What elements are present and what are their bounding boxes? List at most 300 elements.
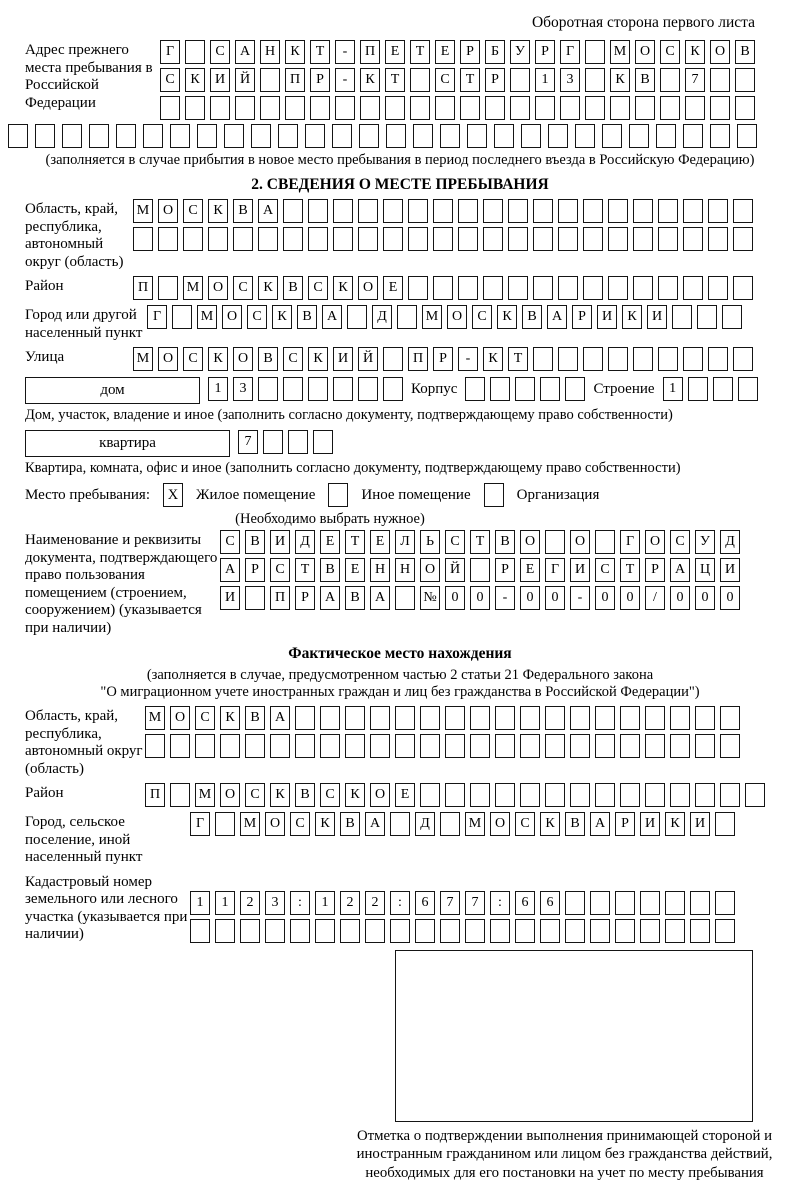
- char-cell[interactable]: 0: [695, 586, 715, 610]
- char-cell[interactable]: [495, 734, 515, 758]
- char-cell[interactable]: [220, 734, 240, 758]
- char-cell[interactable]: Г: [560, 40, 580, 64]
- char-cell[interactable]: [510, 96, 530, 120]
- char-cell[interactable]: 2: [340, 891, 360, 915]
- char-cell[interactable]: [465, 377, 485, 401]
- char-cell[interactable]: [413, 124, 433, 148]
- char-cell[interactable]: [515, 919, 535, 943]
- char-cell[interactable]: [345, 706, 365, 730]
- char-cell[interactable]: -: [458, 347, 478, 371]
- char-cell[interactable]: Е: [435, 40, 455, 64]
- char-cell[interactable]: В: [522, 305, 542, 329]
- char-cell[interactable]: [733, 347, 753, 371]
- char-cell[interactable]: [610, 96, 630, 120]
- char-cell[interactable]: [295, 706, 315, 730]
- char-cell[interactable]: [360, 96, 380, 120]
- char-cell[interactable]: [585, 96, 605, 120]
- char-cell[interactable]: Д: [415, 812, 435, 836]
- char-cell[interactable]: [494, 124, 514, 148]
- char-cell[interactable]: М: [240, 812, 260, 836]
- char-cell[interactable]: О: [490, 812, 510, 836]
- char-cell[interactable]: [358, 377, 378, 401]
- char-cell[interactable]: [633, 227, 653, 251]
- char-cell[interactable]: В: [233, 199, 253, 223]
- char-cell[interactable]: Д: [372, 305, 392, 329]
- char-cell[interactable]: [333, 227, 353, 251]
- char-cell[interactable]: Д: [295, 530, 315, 554]
- char-cell[interactable]: [308, 199, 328, 223]
- char-cell[interactable]: [470, 706, 490, 730]
- char-cell[interactable]: О: [170, 706, 190, 730]
- char-cell[interactable]: [483, 199, 503, 223]
- char-cell[interactable]: Р: [460, 40, 480, 64]
- char-cell[interactable]: [535, 96, 555, 120]
- char-cell[interactable]: Е: [345, 558, 365, 582]
- char-cell[interactable]: [258, 377, 278, 401]
- char-cell[interactable]: [710, 96, 730, 120]
- checkbox-residential[interactable]: X: [163, 483, 183, 507]
- char-cell[interactable]: [658, 347, 678, 371]
- char-cell[interactable]: [540, 377, 560, 401]
- char-cell[interactable]: Й: [358, 347, 378, 371]
- char-cell[interactable]: А: [322, 305, 342, 329]
- char-cell[interactable]: 2: [365, 891, 385, 915]
- char-cell[interactable]: [495, 783, 515, 807]
- char-cell[interactable]: Л: [395, 530, 415, 554]
- char-cell[interactable]: К: [622, 305, 642, 329]
- char-cell[interactable]: Р: [535, 40, 555, 64]
- char-cell[interactable]: [483, 276, 503, 300]
- char-cell[interactable]: [708, 199, 728, 223]
- char-cell[interactable]: [490, 377, 510, 401]
- char-cell[interactable]: Р: [433, 347, 453, 371]
- char-cell[interactable]: [683, 227, 703, 251]
- char-cell[interactable]: О: [447, 305, 467, 329]
- char-cell[interactable]: Б: [485, 40, 505, 64]
- char-cell[interactable]: [170, 734, 190, 758]
- char-cell[interactable]: М: [133, 347, 153, 371]
- char-cell[interactable]: [383, 227, 403, 251]
- char-cell[interactable]: 0: [470, 586, 490, 610]
- char-cell[interactable]: И: [570, 558, 590, 582]
- char-cell[interactable]: С: [445, 530, 465, 554]
- char-cell[interactable]: К: [345, 783, 365, 807]
- char-cell[interactable]: [583, 347, 603, 371]
- char-cell[interactable]: [308, 227, 328, 251]
- char-cell[interactable]: С: [283, 347, 303, 371]
- char-cell[interactable]: [495, 706, 515, 730]
- char-cell[interactable]: Т: [620, 558, 640, 582]
- char-cell[interactable]: Р: [645, 558, 665, 582]
- char-cell[interactable]: С: [595, 558, 615, 582]
- char-cell[interactable]: [595, 783, 615, 807]
- char-cell[interactable]: 6: [540, 891, 560, 915]
- char-cell[interactable]: [158, 227, 178, 251]
- char-cell[interactable]: [458, 276, 478, 300]
- char-cell[interactable]: [245, 734, 265, 758]
- house-type-box[interactable]: дом: [25, 377, 200, 404]
- char-cell[interactable]: С: [670, 530, 690, 554]
- char-cell[interactable]: [560, 96, 580, 120]
- char-cell[interactable]: А: [235, 40, 255, 64]
- char-cell[interactable]: :: [490, 891, 510, 915]
- char-cell[interactable]: [695, 783, 715, 807]
- char-cell[interactable]: [608, 227, 628, 251]
- char-cell[interactable]: К: [360, 68, 380, 92]
- char-cell[interactable]: [445, 734, 465, 758]
- char-cell[interactable]: К: [685, 40, 705, 64]
- char-cell[interactable]: [485, 96, 505, 120]
- char-cell[interactable]: О: [220, 783, 240, 807]
- char-cell[interactable]: [720, 706, 740, 730]
- char-cell[interactable]: [470, 734, 490, 758]
- char-cell[interactable]: [656, 124, 676, 148]
- char-cell[interactable]: [720, 783, 740, 807]
- char-cell[interactable]: [390, 919, 410, 943]
- char-cell[interactable]: А: [590, 812, 610, 836]
- char-cell[interactable]: Е: [320, 530, 340, 554]
- char-cell[interactable]: [395, 706, 415, 730]
- char-cell[interactable]: [608, 276, 628, 300]
- char-cell[interactable]: [445, 706, 465, 730]
- char-cell[interactable]: [440, 124, 460, 148]
- char-cell[interactable]: К: [610, 68, 630, 92]
- char-cell[interactable]: 3: [560, 68, 580, 92]
- char-cell[interactable]: [558, 227, 578, 251]
- char-cell[interactable]: [265, 919, 285, 943]
- char-cell[interactable]: М: [610, 40, 630, 64]
- char-cell[interactable]: [290, 919, 310, 943]
- char-cell[interactable]: Й: [235, 68, 255, 92]
- char-cell[interactable]: [460, 96, 480, 120]
- char-cell[interactable]: [385, 96, 405, 120]
- char-cell[interactable]: [332, 124, 352, 148]
- char-cell[interactable]: [640, 891, 660, 915]
- char-cell[interactable]: [685, 96, 705, 120]
- char-cell[interactable]: [313, 430, 333, 454]
- char-cell[interactable]: О: [158, 347, 178, 371]
- char-cell[interactable]: Р: [615, 812, 635, 836]
- char-cell[interactable]: С: [183, 199, 203, 223]
- char-cell[interactable]: [595, 734, 615, 758]
- char-cell[interactable]: Е: [383, 276, 403, 300]
- char-cell[interactable]: [683, 124, 703, 148]
- char-cell[interactable]: С: [160, 68, 180, 92]
- char-cell[interactable]: О: [158, 199, 178, 223]
- char-cell[interactable]: [658, 227, 678, 251]
- char-cell[interactable]: Н: [370, 558, 390, 582]
- char-cell[interactable]: 6: [515, 891, 535, 915]
- char-cell[interactable]: [570, 706, 590, 730]
- char-cell[interactable]: В: [320, 558, 340, 582]
- char-cell[interactable]: [683, 199, 703, 223]
- char-cell[interactable]: Г: [147, 305, 167, 329]
- char-cell[interactable]: В: [495, 530, 515, 554]
- char-cell[interactable]: [695, 706, 715, 730]
- char-cell[interactable]: 1: [535, 68, 555, 92]
- char-cell[interactable]: О: [710, 40, 730, 64]
- char-cell[interactable]: У: [695, 530, 715, 554]
- char-cell[interactable]: [270, 734, 290, 758]
- char-cell[interactable]: В: [635, 68, 655, 92]
- char-cell[interactable]: [278, 124, 298, 148]
- char-cell[interactable]: К: [285, 40, 305, 64]
- char-cell[interactable]: С: [308, 276, 328, 300]
- char-cell[interactable]: В: [245, 706, 265, 730]
- char-cell[interactable]: [458, 227, 478, 251]
- char-cell[interactable]: А: [547, 305, 567, 329]
- char-cell[interactable]: [608, 347, 628, 371]
- char-cell[interactable]: 7: [465, 891, 485, 915]
- char-cell[interactable]: 1: [663, 377, 683, 401]
- char-cell[interactable]: [433, 199, 453, 223]
- char-cell[interactable]: А: [365, 812, 385, 836]
- char-cell[interactable]: [695, 734, 715, 758]
- char-cell[interactable]: Р: [495, 558, 515, 582]
- char-cell[interactable]: [340, 919, 360, 943]
- char-cell[interactable]: [420, 783, 440, 807]
- char-cell[interactable]: К: [315, 812, 335, 836]
- char-cell[interactable]: [62, 124, 82, 148]
- char-cell[interactable]: Р: [485, 68, 505, 92]
- char-cell[interactable]: [708, 347, 728, 371]
- char-cell[interactable]: [645, 706, 665, 730]
- char-cell[interactable]: А: [370, 586, 390, 610]
- char-cell[interactable]: [710, 68, 730, 92]
- char-cell[interactable]: [283, 377, 303, 401]
- char-cell[interactable]: [397, 305, 417, 329]
- char-cell[interactable]: [545, 783, 565, 807]
- char-cell[interactable]: 0: [545, 586, 565, 610]
- char-cell[interactable]: Й: [445, 558, 465, 582]
- char-cell[interactable]: К: [208, 347, 228, 371]
- char-cell[interactable]: [410, 96, 430, 120]
- char-cell[interactable]: С: [247, 305, 267, 329]
- char-cell[interactable]: [305, 124, 325, 148]
- char-cell[interactable]: [35, 124, 55, 148]
- char-cell[interactable]: К: [185, 68, 205, 92]
- char-cell[interactable]: [170, 124, 190, 148]
- char-cell[interactable]: [565, 377, 585, 401]
- char-cell[interactable]: [738, 377, 758, 401]
- char-cell[interactable]: А: [220, 558, 240, 582]
- char-cell[interactable]: [633, 347, 653, 371]
- char-cell[interactable]: 0: [620, 586, 640, 610]
- char-cell[interactable]: [395, 586, 415, 610]
- char-cell[interactable]: [116, 124, 136, 148]
- char-cell[interactable]: [467, 124, 487, 148]
- char-cell[interactable]: [415, 919, 435, 943]
- char-cell[interactable]: 3: [233, 377, 253, 401]
- char-cell[interactable]: [533, 276, 553, 300]
- char-cell[interactable]: [420, 706, 440, 730]
- char-cell[interactable]: [670, 706, 690, 730]
- char-cell[interactable]: С: [183, 347, 203, 371]
- char-cell[interactable]: [333, 199, 353, 223]
- char-cell[interactable]: [533, 199, 553, 223]
- char-cell[interactable]: [320, 734, 340, 758]
- char-cell[interactable]: Р: [245, 558, 265, 582]
- char-cell[interactable]: О: [570, 530, 590, 554]
- char-cell[interactable]: [713, 377, 733, 401]
- char-cell[interactable]: [315, 919, 335, 943]
- char-cell[interactable]: [435, 96, 455, 120]
- char-cell[interactable]: [515, 377, 535, 401]
- char-cell[interactable]: [735, 68, 755, 92]
- char-cell[interactable]: [133, 227, 153, 251]
- char-cell[interactable]: В: [735, 40, 755, 64]
- char-cell[interactable]: [160, 96, 180, 120]
- char-cell[interactable]: С: [270, 558, 290, 582]
- char-cell[interactable]: [565, 891, 585, 915]
- char-cell[interactable]: С: [245, 783, 265, 807]
- char-cell[interactable]: 7: [685, 68, 705, 92]
- char-cell[interactable]: Н: [260, 40, 280, 64]
- char-cell[interactable]: 3: [265, 891, 285, 915]
- char-cell[interactable]: Т: [345, 530, 365, 554]
- char-cell[interactable]: :: [390, 891, 410, 915]
- char-cell[interactable]: [465, 919, 485, 943]
- char-cell[interactable]: С: [472, 305, 492, 329]
- char-cell[interactable]: [395, 734, 415, 758]
- char-cell[interactable]: /: [645, 586, 665, 610]
- char-cell[interactable]: [89, 124, 109, 148]
- char-cell[interactable]: [263, 430, 283, 454]
- char-cell[interactable]: [658, 276, 678, 300]
- char-cell[interactable]: Г: [620, 530, 640, 554]
- char-cell[interactable]: П: [145, 783, 165, 807]
- char-cell[interactable]: [458, 199, 478, 223]
- char-cell[interactable]: Р: [572, 305, 592, 329]
- char-cell[interactable]: [483, 227, 503, 251]
- char-cell[interactable]: А: [258, 199, 278, 223]
- char-cell[interactable]: В: [283, 276, 303, 300]
- char-cell[interactable]: [365, 919, 385, 943]
- char-cell[interactable]: У: [510, 40, 530, 64]
- char-cell[interactable]: [197, 124, 217, 148]
- char-cell[interactable]: В: [345, 586, 365, 610]
- apartment-type-box[interactable]: квартира: [25, 430, 230, 457]
- char-cell[interactable]: Т: [295, 558, 315, 582]
- char-cell[interactable]: [608, 199, 628, 223]
- char-cell[interactable]: [370, 734, 390, 758]
- char-cell[interactable]: [370, 706, 390, 730]
- char-cell[interactable]: [420, 734, 440, 758]
- char-cell[interactable]: [333, 377, 353, 401]
- char-cell[interactable]: О: [358, 276, 378, 300]
- char-cell[interactable]: [260, 68, 280, 92]
- char-cell[interactable]: Г: [160, 40, 180, 64]
- char-cell[interactable]: [508, 199, 528, 223]
- char-cell[interactable]: [558, 199, 578, 223]
- char-cell[interactable]: И: [597, 305, 617, 329]
- char-cell[interactable]: Ц: [695, 558, 715, 582]
- char-cell[interactable]: [408, 276, 428, 300]
- char-cell[interactable]: [510, 68, 530, 92]
- char-cell[interactable]: Т: [385, 68, 405, 92]
- char-cell[interactable]: С: [290, 812, 310, 836]
- char-cell[interactable]: [508, 276, 528, 300]
- char-cell[interactable]: [558, 276, 578, 300]
- char-cell[interactable]: И: [647, 305, 667, 329]
- char-cell[interactable]: С: [210, 40, 230, 64]
- char-cell[interactable]: [620, 783, 640, 807]
- char-cell[interactable]: [620, 734, 640, 758]
- char-cell[interactable]: К: [270, 783, 290, 807]
- char-cell[interactable]: В: [258, 347, 278, 371]
- char-cell[interactable]: [733, 276, 753, 300]
- char-cell[interactable]: Т: [508, 347, 528, 371]
- char-cell[interactable]: К: [665, 812, 685, 836]
- char-cell[interactable]: [602, 124, 622, 148]
- char-cell[interactable]: [310, 96, 330, 120]
- char-cell[interactable]: [440, 812, 460, 836]
- char-cell[interactable]: [583, 276, 603, 300]
- char-cell[interactable]: [308, 377, 328, 401]
- char-cell[interactable]: С: [320, 783, 340, 807]
- char-cell[interactable]: [521, 124, 541, 148]
- char-cell[interactable]: [210, 96, 230, 120]
- char-cell[interactable]: [190, 919, 210, 943]
- char-cell[interactable]: [733, 199, 753, 223]
- char-cell[interactable]: С: [220, 530, 240, 554]
- char-cell[interactable]: [383, 199, 403, 223]
- char-cell[interactable]: Е: [520, 558, 540, 582]
- char-cell[interactable]: [335, 96, 355, 120]
- char-cell[interactable]: И: [640, 812, 660, 836]
- char-cell[interactable]: 0: [445, 586, 465, 610]
- char-cell[interactable]: [260, 96, 280, 120]
- char-cell[interactable]: М: [195, 783, 215, 807]
- char-cell[interactable]: [683, 276, 703, 300]
- char-cell[interactable]: [143, 124, 163, 148]
- char-cell[interactable]: И: [333, 347, 353, 371]
- char-cell[interactable]: 1: [190, 891, 210, 915]
- char-cell[interactable]: [345, 734, 365, 758]
- char-cell[interactable]: 0: [720, 586, 740, 610]
- char-cell[interactable]: 6: [415, 891, 435, 915]
- char-cell[interactable]: О: [233, 347, 253, 371]
- char-cell[interactable]: А: [670, 558, 690, 582]
- char-cell[interactable]: С: [660, 40, 680, 64]
- char-cell[interactable]: М: [465, 812, 485, 836]
- char-cell[interactable]: С: [233, 276, 253, 300]
- char-cell[interactable]: С: [515, 812, 535, 836]
- char-cell[interactable]: [720, 734, 740, 758]
- char-cell[interactable]: 1: [208, 377, 228, 401]
- char-cell[interactable]: Р: [310, 68, 330, 92]
- char-cell[interactable]: [570, 734, 590, 758]
- char-cell[interactable]: [295, 734, 315, 758]
- char-cell[interactable]: [545, 706, 565, 730]
- char-cell[interactable]: [359, 124, 379, 148]
- char-cell[interactable]: [245, 586, 265, 610]
- char-cell[interactable]: 2: [240, 891, 260, 915]
- char-cell[interactable]: Т: [470, 530, 490, 554]
- char-cell[interactable]: [383, 347, 403, 371]
- char-cell[interactable]: Р: [295, 586, 315, 610]
- char-cell[interactable]: [283, 227, 303, 251]
- char-cell[interactable]: К: [208, 199, 228, 223]
- char-cell[interactable]: -: [495, 586, 515, 610]
- char-cell[interactable]: В: [565, 812, 585, 836]
- char-cell[interactable]: М: [197, 305, 217, 329]
- char-cell[interactable]: С: [435, 68, 455, 92]
- char-cell[interactable]: [690, 919, 710, 943]
- char-cell[interactable]: [285, 96, 305, 120]
- char-cell[interactable]: [383, 377, 403, 401]
- char-cell[interactable]: [565, 919, 585, 943]
